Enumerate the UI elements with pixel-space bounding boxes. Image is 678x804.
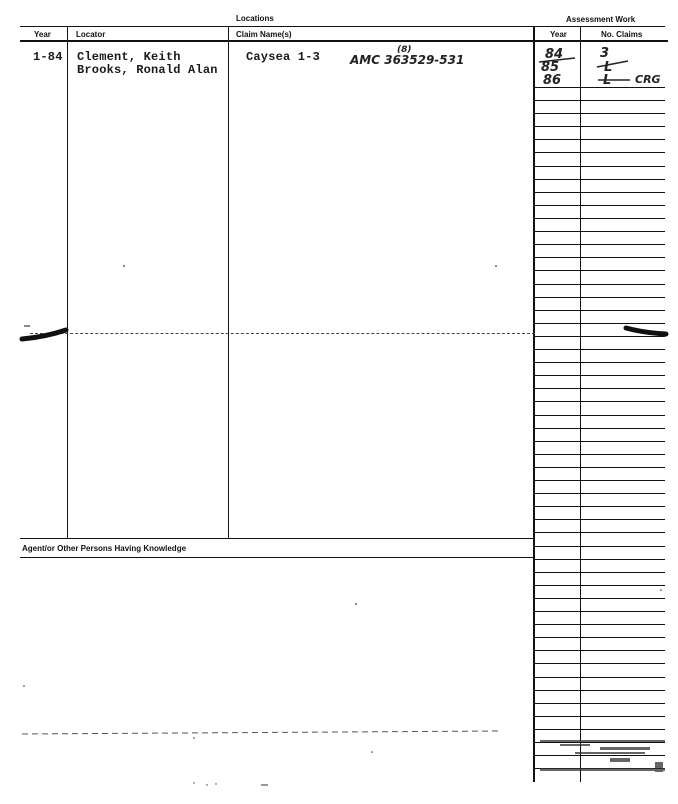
- aw-claims-2: L: [604, 60, 613, 75]
- entry-year: 1-84: [33, 50, 63, 64]
- aw-year-header: Year: [550, 30, 567, 39]
- locations-header: Locations: [236, 14, 274, 23]
- aw-claims-1: 3: [600, 46, 610, 61]
- scan-noise-block: [540, 740, 665, 772]
- aw-claims-3: L: [603, 73, 612, 88]
- hand-note-amc: AMC 363529-531: [350, 53, 465, 67]
- lower-scan-line: [22, 731, 500, 734]
- aw-mark: CRG: [635, 73, 661, 86]
- aw-year-84: 84: [545, 47, 564, 62]
- right-edge-mark: [626, 328, 666, 334]
- aw-year-86: 86: [543, 73, 562, 88]
- agent-header: Agent/or Other Persons Having Knowledge: [22, 544, 187, 553]
- claim-name: Caysea 1-3: [246, 50, 321, 64]
- locator-header: Locator: [76, 30, 106, 39]
- claim-names-header: Claim Name(s): [236, 30, 292, 39]
- hand-note-superscript: (8): [397, 45, 412, 55]
- aw-year-85: 85: [541, 60, 560, 75]
- left-edge-mark: [22, 330, 66, 339]
- no-claims-header: No. Claims: [601, 30, 643, 39]
- year-header: Year: [34, 30, 51, 39]
- aw-strike-2: [597, 61, 628, 67]
- locator-line-1: Clement, Keith: [77, 50, 181, 64]
- assessment-work-header: Assessment Work: [566, 15, 636, 24]
- aw-strike-1: [539, 58, 575, 62]
- locator-line-2: Brooks, Ronald Alan: [77, 63, 218, 77]
